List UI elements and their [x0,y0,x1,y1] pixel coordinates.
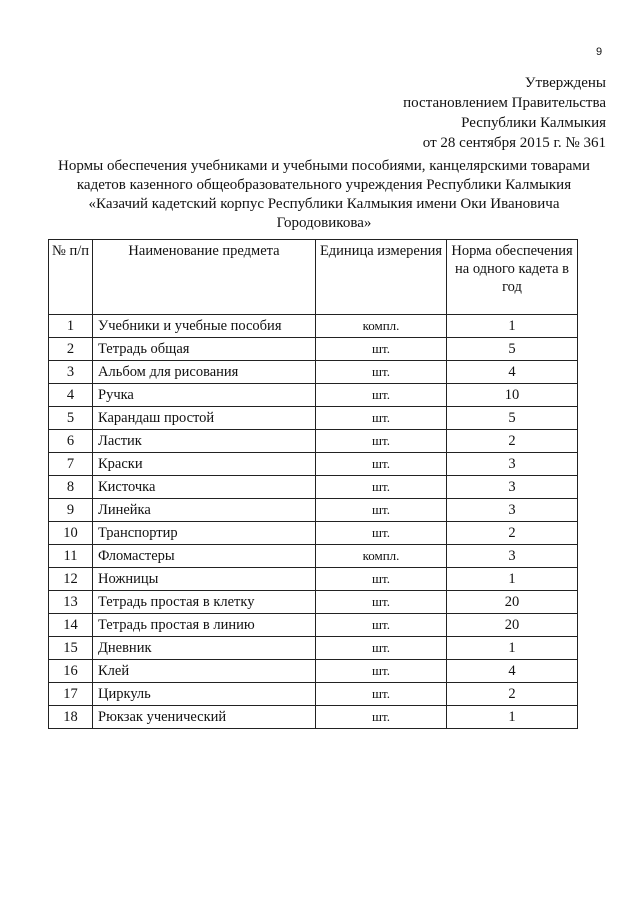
row-norm: 4 [447,660,578,683]
row-item-name: Карандаш простой [93,407,316,430]
row-unit: шт. [316,637,447,660]
row-unit: шт. [316,476,447,499]
row-number: 10 [49,522,93,545]
row-norm: 2 [447,430,578,453]
row-item-name: Рюкзак ученический [93,706,316,729]
row-unit: шт. [316,453,447,476]
row-item-name: Ластик [93,430,316,453]
approval-line: постановлением Правительства [403,95,606,111]
title-line: Городовикова» [276,215,372,231]
row-number: 17 [49,683,93,706]
row-item-name: Транспортир [93,522,316,545]
row-number: 14 [49,614,93,637]
row-item-name: Дневник [93,637,316,660]
row-number: 3 [49,361,93,384]
row-number: 16 [49,660,93,683]
row-number: 4 [49,384,93,407]
row-unit: шт. [316,706,447,729]
row-norm: 1 [447,315,578,338]
header-item-name: Наименование предмета [93,240,316,315]
title-line: кадетов казенного общеобразовательного учреждения Республики Калмыкия [76,177,572,193]
row-item-name: Тетрадь общая [93,338,316,361]
table-row [49,407,578,430]
table-row [49,706,578,729]
row-norm: 5 [447,338,578,361]
row-norm: 1 [447,706,578,729]
row-number: 7 [49,453,93,476]
approval-block [403,73,606,153]
row-unit: компл. [316,545,447,568]
row-number: 11 [49,545,93,568]
header-norm: Норма обеспечения на одного кадета в год [447,240,578,315]
approval-line: от 28 сентября 2015 г. № 361 [422,135,606,151]
table-row [49,315,578,338]
page-number: 9 [596,46,603,58]
norms-table [48,239,578,729]
row-norm: 5 [447,407,578,430]
row-unit: шт. [316,591,447,614]
table-row [49,683,578,706]
row-norm: 10 [447,384,578,407]
row-norm: 20 [447,591,578,614]
row-unit: шт. [316,361,447,384]
title-line: Нормы обеспечения учебниками и учебными пособиями, канцелярскими товарами [58,158,590,174]
table-row [49,545,578,568]
row-number: 1 [49,315,93,338]
table-row [49,384,578,407]
table-row [49,637,578,660]
table-header-row [49,240,578,315]
row-item-name: Клей [93,660,316,683]
table-row [49,614,578,637]
row-number: 13 [49,591,93,614]
row-unit: шт. [316,407,447,430]
table-row [49,430,578,453]
row-unit: шт. [316,430,447,453]
row-number: 2 [49,338,93,361]
row-item-name: Тетрадь простая в линию [93,614,316,637]
row-item-name: Фломастеры [93,545,316,568]
row-unit: шт. [316,568,447,591]
table-row [49,499,578,522]
row-item-name: Кисточка [93,476,316,499]
row-norm: 1 [447,637,578,660]
header-unit: Единица измерения [316,240,447,315]
table-row [49,476,578,499]
row-unit: шт. [316,338,447,361]
table-row [49,591,578,614]
row-item-name: Циркуль [93,683,316,706]
row-unit: шт. [316,499,447,522]
row-item-name: Краски [93,453,316,476]
row-number: 5 [49,407,93,430]
title-line: «Казачий кадетский корпус Республики Калмыкия имени Оки Ивановича [88,196,560,212]
row-item-name: Ручка [93,384,316,407]
table-row [49,660,578,683]
row-item-name: Линейка [93,499,316,522]
table-row [49,522,578,545]
row-item-name: Учебники и учебные пособия [93,315,316,338]
row-number: 15 [49,637,93,660]
row-norm: 3 [447,476,578,499]
row-unit: компл. [316,315,447,338]
row-unit: шт. [316,683,447,706]
row-norm: 3 [447,453,578,476]
document-title [40,157,608,233]
table-row [49,568,578,591]
table-row [49,361,578,384]
row-unit: шт. [316,660,447,683]
row-number: 18 [49,706,93,729]
row-number: 6 [49,430,93,453]
row-number: 8 [49,476,93,499]
row-item-name: Ножницы [93,568,316,591]
table-row [49,338,578,361]
row-unit: шт. [316,614,447,637]
row-norm: 4 [447,361,578,384]
row-number: 9 [49,499,93,522]
row-norm: 2 [447,683,578,706]
row-norm: 3 [447,499,578,522]
approval-line: Утверждены [524,75,606,91]
row-unit: шт. [316,522,447,545]
row-norm: 20 [447,614,578,637]
table-body [49,315,578,729]
table-row [49,453,578,476]
row-norm: 3 [447,545,578,568]
row-item-name: Альбом для рисования [93,361,316,384]
header-number: № п/п [49,240,93,315]
row-unit: шт. [316,384,447,407]
row-number: 12 [49,568,93,591]
row-item-name: Тетрадь простая в клетку [93,591,316,614]
row-norm: 2 [447,522,578,545]
row-norm: 1 [447,568,578,591]
approval-line: Республики Калмыкия [461,115,606,131]
